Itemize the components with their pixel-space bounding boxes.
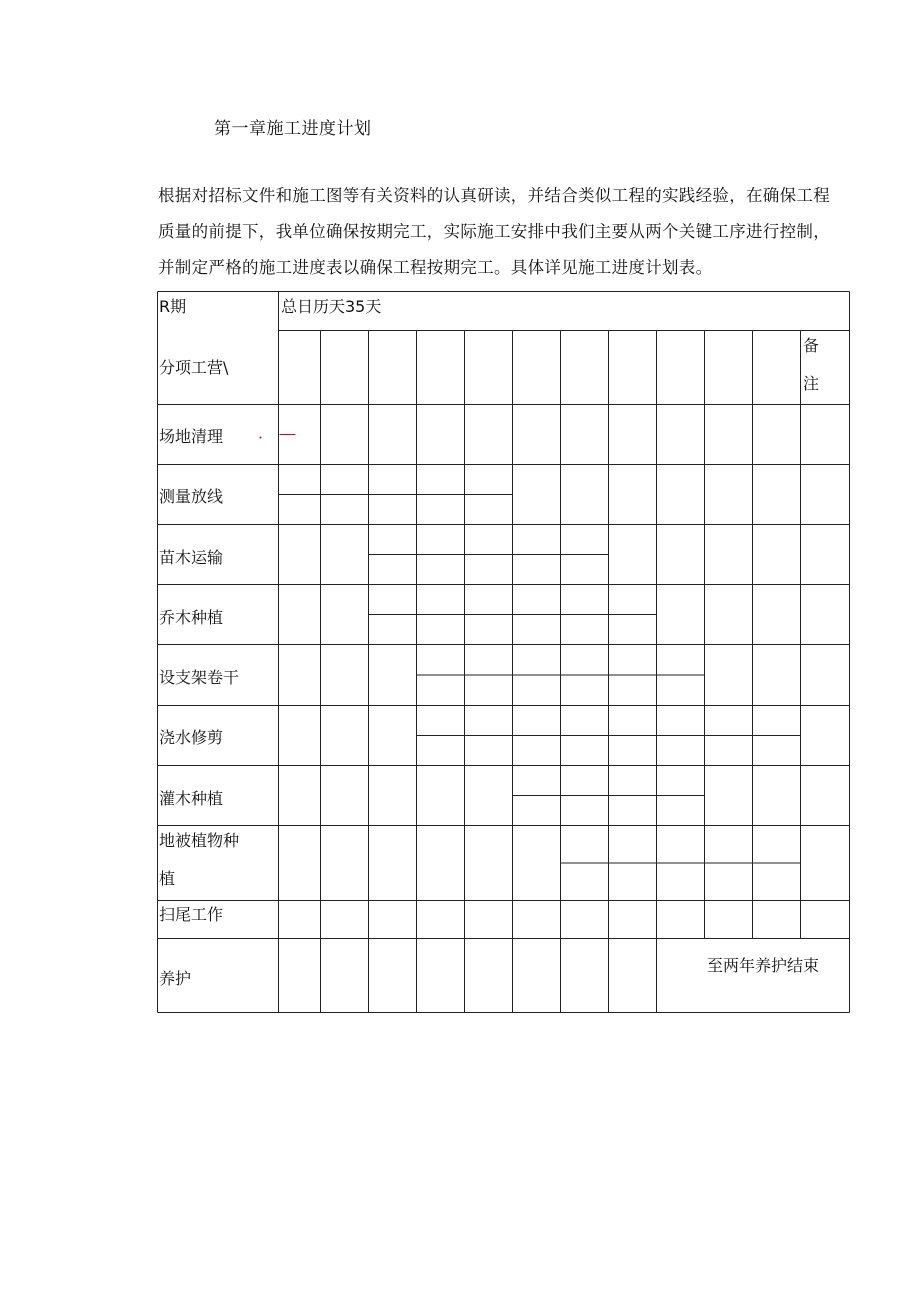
paragraph-line: 根据对招标文件和施工图等有关资料的认真研读，并结合类似工程的实践经验，在确保工程	[158, 186, 830, 205]
row-label-watering-pruning: 浇水修剪	[159, 728, 224, 747]
progress-marker-dot	[260, 437, 262, 439]
paragraph-line: 质量的前提下，我单位确保按期完工，实际施工安排中我们主要从两个关键工序进行控制，	[158, 222, 830, 241]
header-note-label: 注	[803, 374, 820, 393]
paragraph-line: 并制定严格的施工进度表以确保工程按期完工。具体详见施工进度计划表。	[158, 258, 713, 277]
row-label-groundcover-planting: 植	[159, 869, 176, 888]
row-label-groundcover-planting: 地被植物种	[159, 831, 240, 850]
header-date-label: R期	[159, 297, 187, 316]
header-item-label: 分项工营\	[159, 358, 229, 377]
row-label-seedling-transport: 苗木运输	[159, 548, 224, 567]
maintenance-note: 至两年养护结束	[707, 956, 820, 975]
row-label-shrub-planting: 灌木种植	[159, 789, 224, 808]
row-label-maintenance: 养护	[159, 969, 192, 988]
row-label-support-wrapping: 设支架卷干	[159, 668, 240, 687]
header-total-days: 总日历天35天	[281, 297, 382, 316]
row-label-tree-planting: 乔木种植	[159, 608, 224, 627]
page-title: 第一章施工进度计划	[214, 119, 372, 139]
header-note-label: 备	[803, 336, 820, 355]
row-label-surveying: 测量放线	[159, 487, 224, 506]
row-label-site-clearing: 场地清理	[159, 427, 224, 446]
row-label-finishing-work: 扫尾工作	[159, 905, 224, 924]
